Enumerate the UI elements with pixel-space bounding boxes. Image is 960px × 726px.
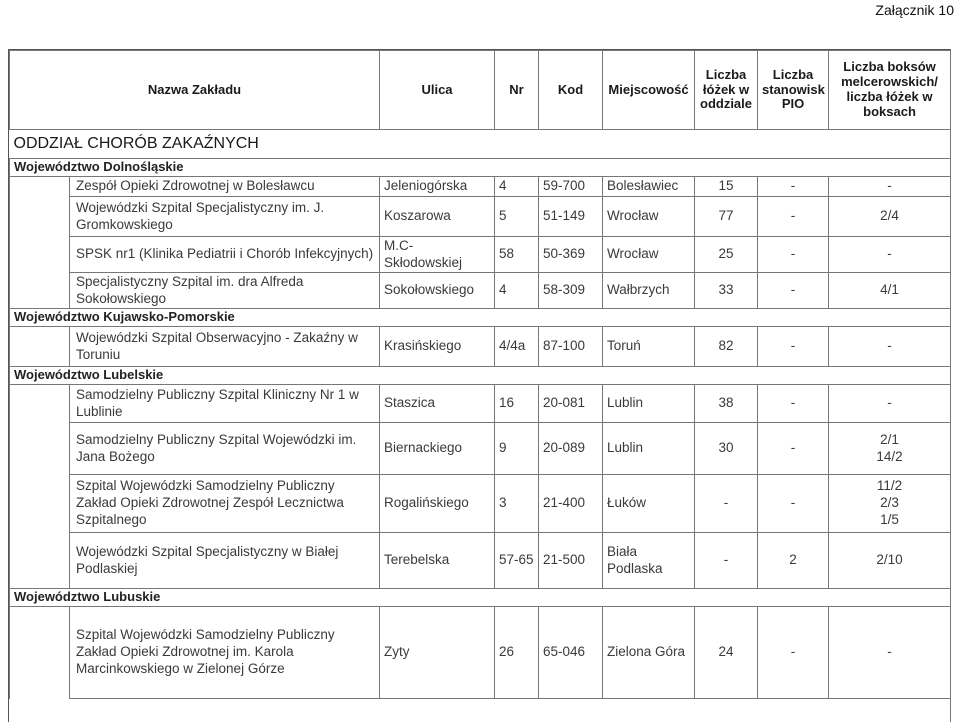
isolation-boxes-cell: 2/4 (829, 197, 951, 237)
beds-cell: - (695, 533, 758, 589)
header-kod: Kod (539, 51, 603, 130)
indent-cell (10, 327, 70, 367)
postal-code-cell: 21-400 (539, 475, 603, 533)
postal-code-cell: 20-089 (539, 423, 603, 475)
beds-cell: 15 (695, 177, 758, 197)
table-row (10, 177, 951, 197)
postal-code-cell: 21-500 (539, 533, 603, 589)
isolation-boxes-cell: - (829, 385, 951, 423)
header-nazwa: Nazwa Zakładu (10, 51, 380, 130)
table-row (10, 607, 951, 699)
voivodeship-name: Województwo Dolnośląskie (10, 159, 951, 177)
city-cell: Toruń (603, 327, 695, 367)
number-cell: 9 (495, 423, 539, 475)
isolation-boxes-cell: - (829, 177, 951, 197)
pio-stations-cell: - (758, 475, 829, 533)
section-row (10, 130, 951, 159)
header-ulica: Ulica (380, 51, 495, 130)
number-cell: 4/4a (495, 327, 539, 367)
table-row (10, 423, 951, 475)
number-cell: 57-65 (495, 533, 539, 589)
pio-stations-cell: - (758, 177, 829, 197)
voivodeship-row (10, 159, 951, 177)
number-cell: 26 (495, 607, 539, 699)
isolation-boxes-cell: 4/1 (829, 273, 951, 309)
hospital-name-cell: Wojewódzki Szpital Obserwacyjno - Zakaźny w Toruniu (70, 327, 380, 367)
table-row (10, 197, 951, 237)
hospital-name-cell: Wojewódzki Szpital Specjalistyczny im. J. Gromkowskiego (70, 197, 380, 237)
street-cell: Krasińskiego (380, 327, 495, 367)
street-cell: Rogalińskiego (380, 475, 495, 533)
pio-stations-cell: - (758, 327, 829, 367)
street-cell: Zyty (380, 607, 495, 699)
isolation-boxes-cell: - (829, 327, 951, 367)
table-row (10, 273, 951, 309)
postal-code-cell: 59-700 (539, 177, 603, 197)
pio-stations-cell: - (758, 423, 829, 475)
hospital-name-cell: Wojewódzki Szpital Specjalistyczny w Białej Podlaskiej (70, 533, 380, 589)
hospital-name-cell: Szpital Wojewódzki Samodzielny Publiczny Zakład Opieki Zdrowotnej Zespół Lecznictwa Szpitalnego (70, 475, 380, 533)
street-cell: M.C-Skłodowskiej (380, 237, 495, 273)
postal-code-cell: 58-309 (539, 273, 603, 309)
header-boksy: Liczba boksów melcerowskich/ liczba łóżek w boksach (829, 51, 951, 130)
beds-cell: 82 (695, 327, 758, 367)
voivodeship-name: Województwo Kujawsko-Pomorskie (10, 309, 951, 327)
city-cell: Biała Podlaska (603, 533, 695, 589)
pio-stations-cell: 2 (758, 533, 829, 589)
voivodeship-name: Województwo Lubuskie (10, 589, 951, 607)
header-nr: Nr (495, 51, 539, 130)
section-title: ODDZIAŁ CHORÓB ZAKAŹNYCH (10, 130, 951, 159)
header-miejscowosc: Miejscowość (603, 51, 695, 130)
hospital-name-cell: SPSK nr1 (Klinika Pediatrii i Chorób Infekcyjnych) (70, 237, 380, 273)
table-row (10, 327, 951, 367)
number-cell: 4 (495, 177, 539, 197)
city-cell: Wałbrzych (603, 273, 695, 309)
table-row (10, 237, 951, 273)
isolation-boxes-cell: - (829, 237, 951, 273)
hospital-table-sheet (8, 49, 951, 722)
number-cell: 3 (495, 475, 539, 533)
city-cell: Wrocław (603, 197, 695, 237)
postal-code-cell: 51-149 (539, 197, 603, 237)
postal-code-cell: 87-100 (539, 327, 603, 367)
indent-cell (10, 177, 70, 197)
header-stanowiska: Liczba stanowisk PIO (758, 51, 829, 130)
indent-cell (10, 423, 70, 475)
hospital-name-cell: Specjalistyczny Szpital im. dra Alfreda Sokołowskiego (70, 273, 380, 309)
hospital-name-cell: Szpital Wojewódzki Samodzielny Publiczny Zakład Opieki Zdrowotnej im. Karola Marcinkowskiego w Zielonej Górze (70, 607, 380, 699)
indent-cell (10, 273, 70, 309)
beds-cell: - (695, 475, 758, 533)
hospital-name-cell: Samodzielny Publiczny Szpital Wojewódzki im. Jana Bożego (70, 423, 380, 475)
voivodeship-row (10, 589, 951, 607)
voivodeship-row (10, 367, 951, 385)
indent-cell (10, 237, 70, 273)
voivodeship-name: Województwo Lubelskie (10, 367, 951, 385)
city-cell: Bolesławiec (603, 177, 695, 197)
street-cell: Staszica (380, 385, 495, 423)
beds-cell: 38 (695, 385, 758, 423)
street-cell: Terebelska (380, 533, 495, 589)
pio-stations-cell: - (758, 237, 829, 273)
postal-code-cell: 50-369 (539, 237, 603, 273)
street-cell: Jeleniogórska (380, 177, 495, 197)
header-row (10, 51, 951, 130)
attachment-label: Załącznik 10 (875, 2, 954, 18)
street-cell: Biernackiego (380, 423, 495, 475)
indent-cell (10, 475, 70, 533)
isolation-boxes-cell: 2/10 (829, 533, 951, 589)
city-cell: Lublin (603, 385, 695, 423)
pio-stations-cell: - (758, 607, 829, 699)
indent-cell (10, 607, 70, 699)
isolation-boxes-cell: - (829, 607, 951, 699)
postal-code-cell: 20-081 (539, 385, 603, 423)
table-body (10, 130, 951, 699)
number-cell: 5 (495, 197, 539, 237)
number-cell: 58 (495, 237, 539, 273)
hospital-name-cell: Samodzielny Publiczny Szpital Kliniczny Nr 1 w Lublinie (70, 385, 380, 423)
number-cell: 16 (495, 385, 539, 423)
table-row (10, 533, 951, 589)
table-row (10, 475, 951, 533)
number-cell: 4 (495, 273, 539, 309)
isolation-boxes-cell: 2/1 14/2 (829, 423, 951, 475)
city-cell: Wrocław (603, 237, 695, 273)
voivodeship-row (10, 309, 951, 327)
hospital-name-cell: Zespół Opieki Zdrowotnej w Bolesławcu (70, 177, 380, 197)
table-row (10, 385, 951, 423)
indent-cell (10, 197, 70, 237)
pio-stations-cell: - (758, 197, 829, 237)
beds-cell: 30 (695, 423, 758, 475)
city-cell: Zielona Góra (603, 607, 695, 699)
beds-cell: 25 (695, 237, 758, 273)
indent-cell (10, 385, 70, 423)
postal-code-cell: 65-046 (539, 607, 603, 699)
beds-cell: 24 (695, 607, 758, 699)
city-cell: Lublin (603, 423, 695, 475)
indent-cell (10, 533, 70, 589)
pio-stations-cell: - (758, 385, 829, 423)
street-cell: Sokołowskiego (380, 273, 495, 309)
isolation-boxes-cell: 11/2 2/3 1/5 (829, 475, 951, 533)
hospital-table (9, 50, 951, 699)
city-cell: Łuków (603, 475, 695, 533)
pio-stations-cell: - (758, 273, 829, 309)
beds-cell: 33 (695, 273, 758, 309)
beds-cell: 77 (695, 197, 758, 237)
street-cell: Koszarowa (380, 197, 495, 237)
header-lozka: Liczba łóżek w oddziale (695, 51, 758, 130)
